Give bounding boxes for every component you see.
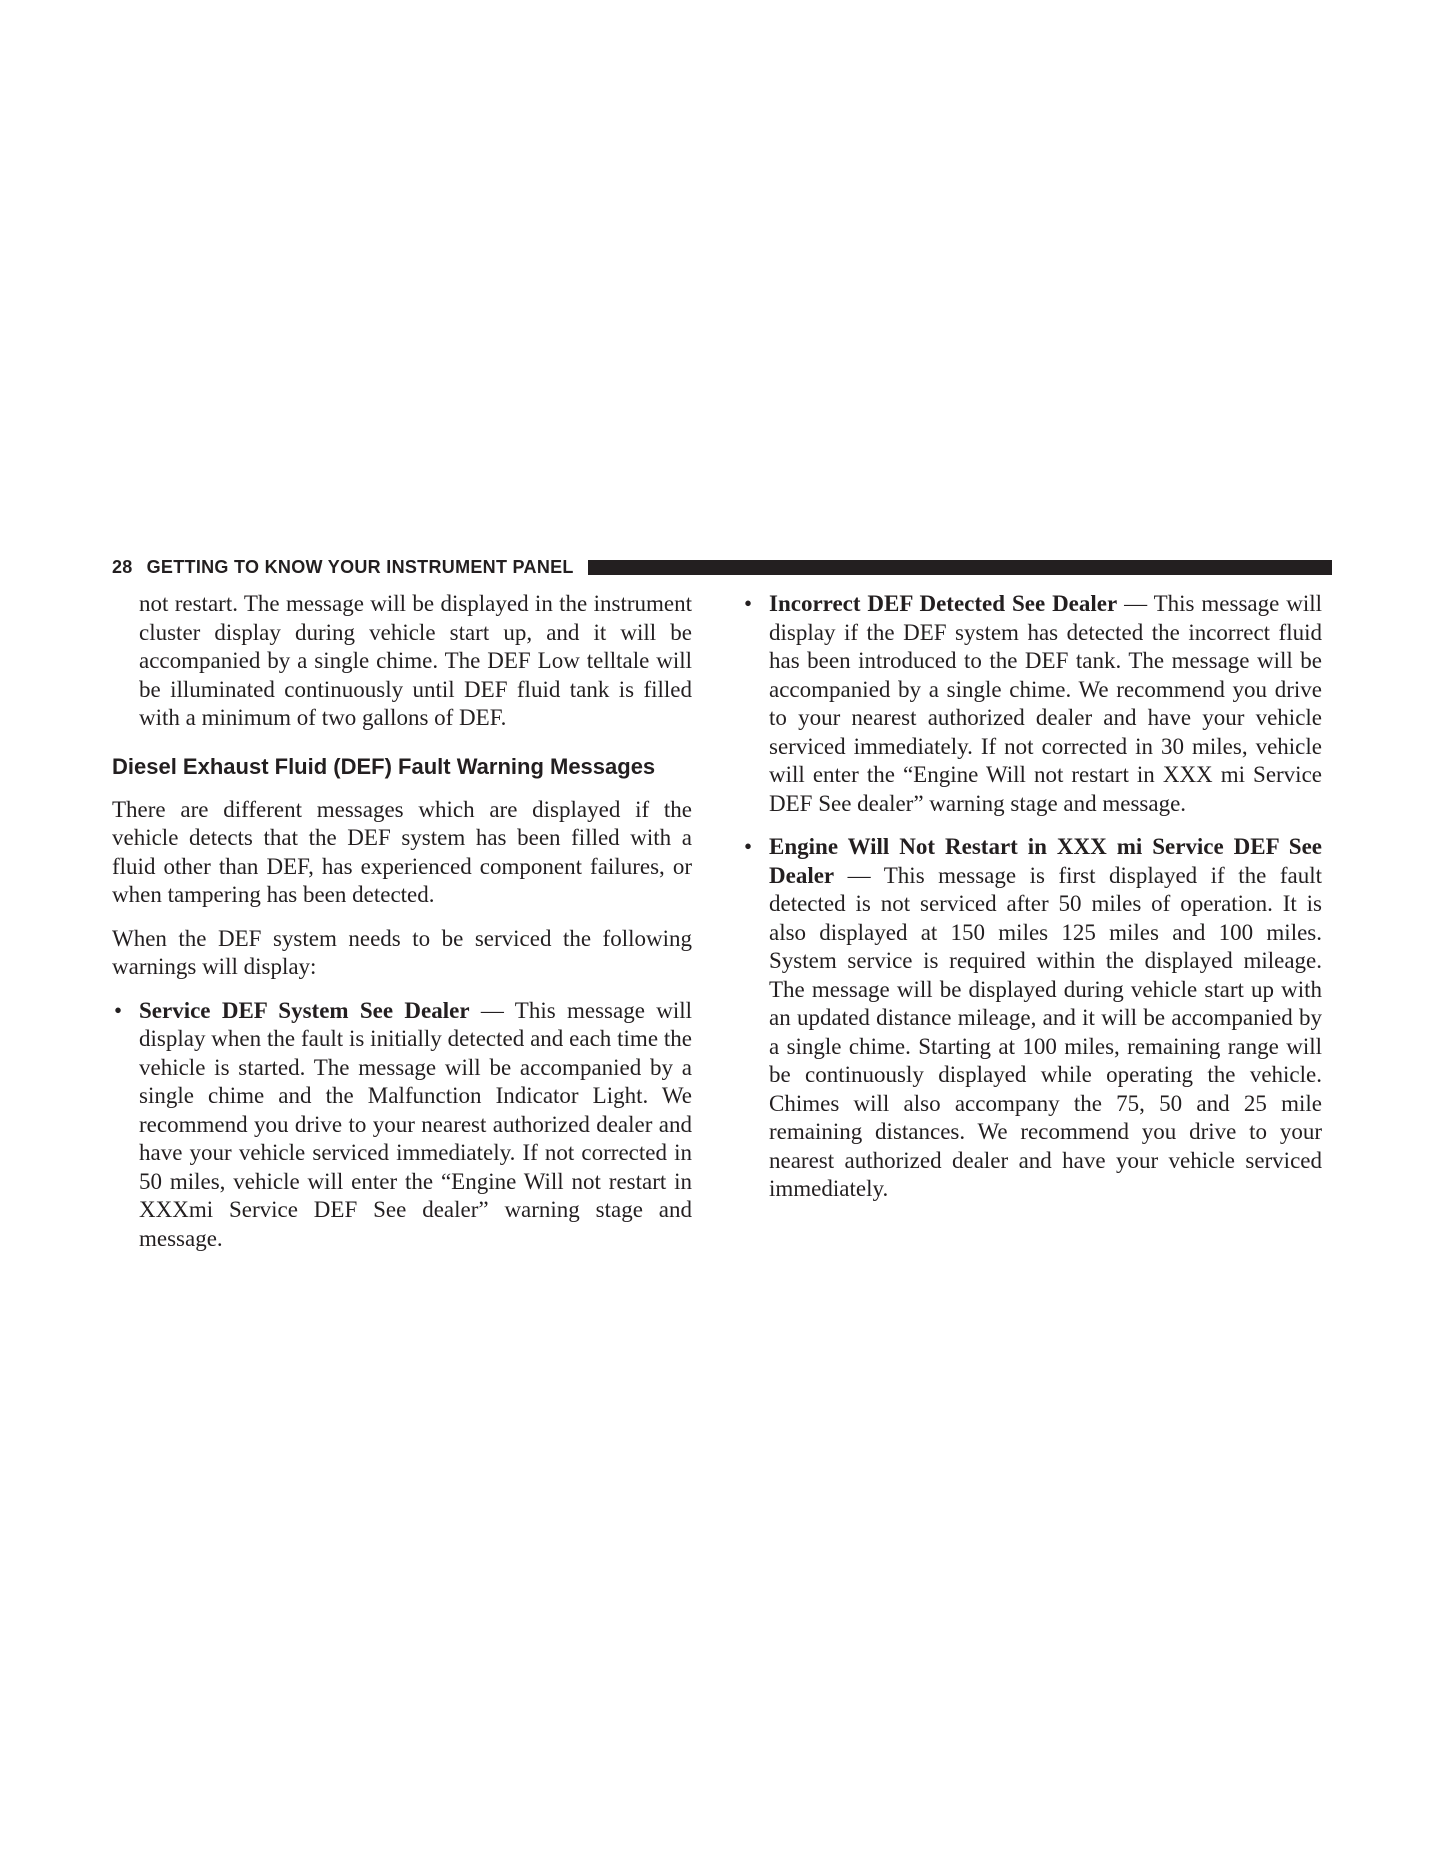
list-item: [112, 997, 692, 1254]
left-bullet-list: [112, 997, 692, 1254]
warnings-intro-paragraph: When the DEF system needs to be serviced the following warnings will display:: [112, 925, 692, 979]
right-bullet-list: [742, 590, 1322, 1204]
left-column: [112, 590, 692, 1253]
right-column: [742, 590, 1322, 1204]
bullet-term: Incorrect DEF Detected See Dealer: [769, 591, 1118, 616]
bullet-icon: •: [744, 834, 753, 859]
bullet-term: Service DEF System See Dealer: [139, 997, 470, 1023]
page-header: [112, 554, 1332, 580]
bullet-icon: •: [744, 591, 753, 616]
intro-paragraph: There are different messages which are displayed if the vehicle detects that the DEF system has been filled with a fluid other than DEF, has experienced component failures, or when tampering has been detected.: [112, 796, 692, 907]
bullet-term: Engine Will Not Restart in XXX mi Service DEF See Dealer: [769, 834, 1322, 888]
continued-paragraph: not restart. The message will be displayed in the instrument cluster display during vehicle start up, and it will be accompanied by a single chime. The DEF Low telltale will be illuminated continuously until DEF fluid tank is filled with a minimum of two gallons of DEF.: [139, 591, 692, 730]
section-title: GETTING TO KNOW YOUR INSTRUMENT PANEL: [146, 556, 574, 577]
header-rule-bar: [588, 560, 1332, 575]
bullet-text: — This message is first displayed if the fault detected is not serviced after 50 miles of operation. It is also displayed at 150 miles 125 miles and 100 miles. System service is required within the displayed mileage. The message will be displayed during vehicle start up with an updated distance mileage, and it will be accompanied by a single chime. Starting at 100 miles, remaining range will be continuously displayed while operating the vehicle. Chimes will also accompany the 75, 50 and 25 mile remaining distances. We recommend you drive to your nearest authorized dealer and have your vehicle serviced immediately.: [769, 862, 1322, 1201]
bullet-text: — This message will display when the fault is initially detected and each time the vehicle is started. The message will be accompanied by a single chime and the Malfunction Indicator Light. We recommend you drive to your nearest authorized dealer and have your vehicle serviced immediately. If not corrected in 50 miles, vehicle will enter the “Engine Will not restart in XXXmi Service DEF See dealer” warning stage and message.: [139, 997, 692, 1251]
list-item: [742, 833, 1322, 1204]
bullet-icon: •: [114, 997, 123, 1023]
page-number: 28: [112, 556, 133, 577]
bullet-text: — This message will display if the DEF system has detected the incorrect fluid has been introduced to the DEF tank. The message will be accompanied by a single chime. We recommend you drive to your nearest authorized dealer and have your vehicle serviced immediately. If not corrected in 30 miles, vehicle will enter the “Engine Will not restart in XXX mi Service DEF See dealer” warning stage and message.: [769, 591, 1323, 816]
section-heading: Diesel Exhaust Fluid (DEF) Fault Warning Messages: [112, 753, 656, 779]
list-item: [742, 590, 1322, 818]
